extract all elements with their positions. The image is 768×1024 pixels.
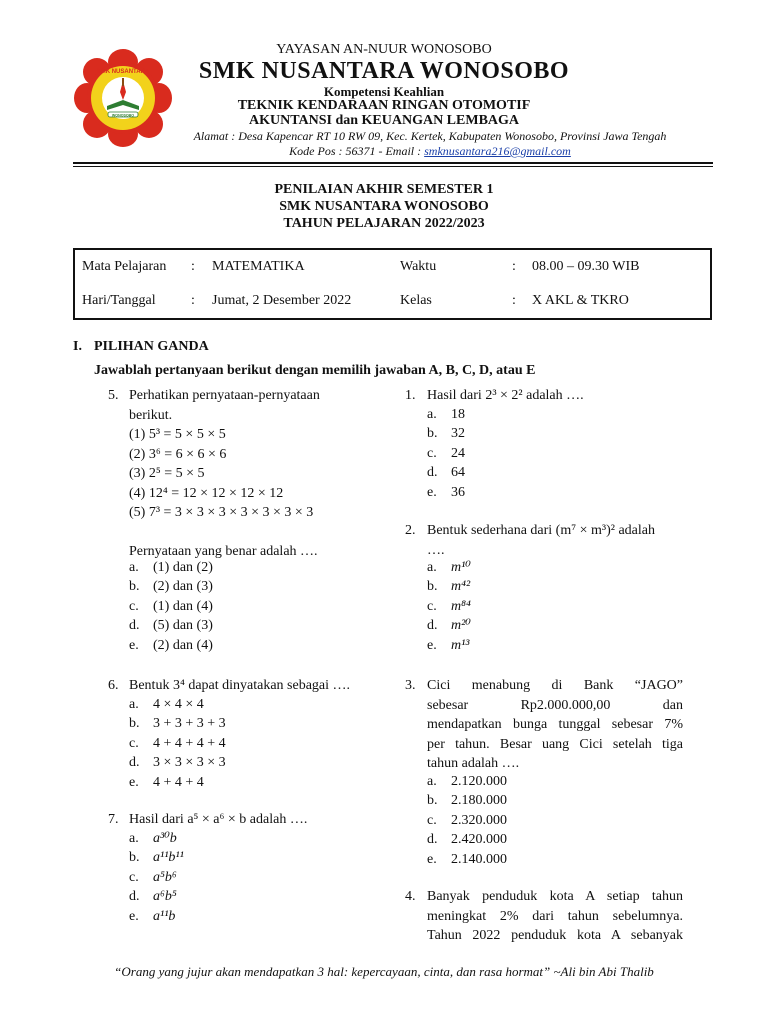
q4-line-1: Banyak penduduk kota A setiap tahun bbox=[427, 889, 683, 904]
q7-option-e[interactable] bbox=[129, 907, 379, 926]
q5-stem-line1: Perhatikan pernyataan-pernyataan bbox=[129, 388, 320, 403]
q3-option-c[interactable] bbox=[427, 811, 677, 830]
option-text: 4 + 4 + 4 + 4 bbox=[153, 735, 226, 751]
q1-option-c[interactable] bbox=[427, 444, 677, 463]
option-letter: a. bbox=[129, 831, 139, 846]
option-letter: d. bbox=[427, 465, 438, 481]
q3-options bbox=[427, 772, 677, 869]
section-instruction: Jawablah pertanyaan berikut dengan memilih jawaban A, B, C, D, atau E bbox=[94, 363, 536, 378]
q1-option-e[interactable] bbox=[427, 483, 677, 502]
option-text: a³⁰b bbox=[153, 831, 177, 846]
q4-line-3: Tahun 2022 penduduk kota A sebanyak bbox=[427, 928, 683, 943]
option-text: 32 bbox=[451, 426, 465, 442]
q5-stem-line2: berikut. bbox=[129, 407, 173, 423]
q1-option-a[interactable] bbox=[427, 405, 677, 424]
q7-stem: Hasil dari a⁵ × a⁶ × b adalah …. bbox=[129, 812, 308, 827]
q2-option-c[interactable] bbox=[427, 597, 677, 616]
q3-option-a[interactable] bbox=[427, 772, 677, 791]
program-1: TEKNIK KENDARAAN RINGAN OTOMOTIF bbox=[237, 98, 531, 113]
q6-option-a[interactable] bbox=[129, 695, 379, 714]
option-text: 2.420.000 bbox=[451, 832, 507, 848]
class-value: X AKL & TKRO bbox=[532, 293, 629, 308]
footer-quote: “Orang yang jujur akan mendapatkan 3 hal: kepercayaan, cinta, dan rasa hormat” ~Ali bin Abi Thalib bbox=[114, 964, 654, 979]
option-letter: e. bbox=[427, 851, 437, 867]
option-letter: d. bbox=[427, 618, 438, 634]
q1-option-b[interactable] bbox=[427, 424, 677, 443]
option-letter: a. bbox=[129, 560, 139, 575]
q2-options bbox=[427, 558, 677, 655]
option-text: 2.140.000 bbox=[451, 851, 507, 867]
q4-line-2: meningkat 2% dari tahun sebelumnya. bbox=[427, 908, 683, 924]
option-letter: c. bbox=[427, 598, 437, 614]
option-text: 3 + 3 + 3 + 3 bbox=[153, 716, 226, 732]
q2-number: 2. bbox=[405, 523, 416, 538]
q3-stem bbox=[427, 676, 683, 774]
option-text: 4 + 4 + 4 bbox=[153, 774, 204, 790]
q2-stem-line1: Bentuk sederhana dari (m⁷ × m³)² adalah bbox=[427, 523, 655, 538]
school-name: SMK NUSANTARA WONOSOBO bbox=[198, 58, 570, 84]
option-text: m²⁰ bbox=[451, 618, 471, 634]
option-text: m¹⁰ bbox=[451, 560, 471, 575]
q7-option-d[interactable] bbox=[129, 887, 379, 906]
q7-option-c[interactable] bbox=[129, 868, 379, 887]
q6-option-b[interactable] bbox=[129, 714, 379, 733]
school-address: Alamat : Desa Kapencar RT 10 RW 09, Kec. Kertek, Kabupaten Wonosobo, Provinsi Jawa Tengah bbox=[193, 129, 667, 143]
option-letter: d. bbox=[129, 618, 140, 634]
q3-option-e[interactable] bbox=[427, 850, 677, 869]
option-letter: d. bbox=[129, 755, 140, 771]
date-label: Hari/Tanggal bbox=[82, 293, 156, 308]
option-text: a¹¹b¹¹ bbox=[153, 850, 184, 866]
q2-option-d[interactable] bbox=[427, 616, 677, 635]
q5-stem bbox=[129, 386, 379, 561]
logo-top-text: SMK NUSANTARA bbox=[96, 69, 150, 75]
colon: : bbox=[512, 293, 516, 308]
competency-label: Kompetensi Keahlian bbox=[323, 84, 445, 99]
q6-stem: Bentuk 3⁴ dapat dinyatakan sebagai …. bbox=[129, 678, 351, 693]
option-letter: b. bbox=[427, 793, 438, 809]
q5-option-e[interactable] bbox=[129, 636, 379, 655]
q7-option-a[interactable] bbox=[129, 829, 379, 848]
subject-value: MATEMATIKA bbox=[212, 259, 305, 274]
q1-option-d[interactable] bbox=[427, 463, 677, 482]
colon: : bbox=[191, 293, 195, 308]
q5-statement-5: (5) 7³ = 3 × 3 × 3 × 3 × 3 × 3 × 3 bbox=[129, 505, 314, 520]
option-text: (2) dan (3) bbox=[153, 579, 213, 595]
option-letter: d. bbox=[129, 889, 140, 905]
q4-stem bbox=[427, 887, 683, 946]
q2-stem-line2: …. bbox=[427, 542, 445, 558]
q5-statement-4: (4) 12⁴ = 12 × 12 × 12 × 12 bbox=[129, 485, 284, 501]
option-text: m¹³ bbox=[451, 637, 470, 653]
date-value: Jumat, 2 Desember 2022 bbox=[212, 293, 352, 308]
q7-number: 7. bbox=[108, 812, 119, 827]
option-text: 2.120.000 bbox=[451, 774, 507, 789]
option-text: (1) dan (4) bbox=[153, 598, 213, 614]
exam-title-1: PENILAIAN AKHIR SEMESTER 1 bbox=[274, 182, 494, 197]
option-letter: e. bbox=[427, 484, 437, 500]
option-text: m⁴² bbox=[451, 579, 471, 595]
q7-option-b[interactable] bbox=[129, 848, 379, 867]
q3-option-d[interactable] bbox=[427, 830, 677, 849]
time-value: 08.00 – 09.30 WIB bbox=[532, 259, 640, 274]
q6-number: 6. bbox=[108, 678, 119, 693]
q3-option-b[interactable] bbox=[427, 791, 677, 810]
q5-option-c[interactable] bbox=[129, 597, 379, 616]
q3-line-5: tahun adalah …. bbox=[427, 756, 520, 771]
q2-option-e[interactable] bbox=[427, 636, 677, 655]
q1-number: 1. bbox=[405, 388, 416, 403]
q5-ask: Pernyataan yang benar adalah …. bbox=[129, 543, 318, 559]
option-letter: b. bbox=[129, 579, 140, 595]
option-letter: e. bbox=[427, 637, 437, 653]
option-text: 3 × 3 × 3 × 3 bbox=[153, 755, 226, 771]
header-rule-thin bbox=[73, 166, 713, 167]
option-letter: c. bbox=[427, 812, 437, 828]
q6-options bbox=[129, 695, 379, 792]
program-2: AKUNTANSI dan KEUANGAN LEMBAGA bbox=[248, 113, 520, 128]
option-text: (1) dan (2) bbox=[153, 560, 213, 575]
option-letter: e. bbox=[129, 637, 139, 653]
option-letter: c. bbox=[129, 598, 139, 614]
q5-statement-3: (3) 2⁵ = 5 × 5 bbox=[129, 466, 205, 481]
option-text: (2) dan (4) bbox=[153, 637, 213, 653]
q4-number: 4. bbox=[405, 889, 416, 904]
option-letter: a. bbox=[427, 407, 437, 422]
option-letter: b. bbox=[129, 716, 140, 732]
option-letter: c. bbox=[427, 445, 437, 461]
option-text: (5) dan (3) bbox=[153, 618, 213, 634]
q1-options bbox=[427, 405, 677, 502]
q3-line-4: per tahun. Besar uang Cici setelah tiga bbox=[427, 736, 683, 752]
option-letter: a. bbox=[129, 697, 139, 712]
q1-stem: Hasil dari 2³ × 2² adalah …. bbox=[427, 388, 584, 403]
option-text: a⁶b⁵ bbox=[153, 889, 177, 905]
option-text: 18 bbox=[451, 407, 465, 422]
option-text: 4 × 4 × 4 bbox=[153, 697, 204, 712]
colon: : bbox=[512, 259, 516, 274]
q5-number: 5. bbox=[108, 388, 119, 403]
foundation-name: YAYASAN AN-NUUR WONOSOBO bbox=[276, 42, 492, 57]
option-letter: c. bbox=[129, 735, 139, 751]
q5-option-a[interactable] bbox=[129, 558, 379, 577]
school-contact bbox=[170, 144, 690, 159]
option-letter: b. bbox=[427, 579, 438, 595]
q2-option-a[interactable] bbox=[427, 558, 677, 577]
q3-line-2: sebesar Rp2.000.000,00 dan bbox=[427, 697, 683, 713]
exam-title-2: SMK NUSANTARA WONOSOBO bbox=[279, 199, 489, 214]
q3-line-1: Cici menabung di Bank “JAGO” bbox=[427, 678, 683, 693]
header-rule-thick bbox=[73, 162, 713, 164]
exam-title-3: TAHUN PELAJARAN 2022/2023 bbox=[283, 216, 485, 231]
option-text: 2.320.000 bbox=[451, 812, 507, 828]
q6-option-d[interactable] bbox=[129, 753, 379, 772]
option-letter: a. bbox=[427, 774, 437, 789]
option-letter: e. bbox=[129, 774, 139, 790]
option-letter: d. bbox=[427, 832, 438, 848]
q5-option-b[interactable] bbox=[129, 577, 379, 596]
postal-code: Kode Pos : 56371 - Email : bbox=[289, 144, 425, 158]
option-letter: e. bbox=[129, 908, 139, 924]
option-text: 36 bbox=[451, 484, 465, 500]
q3-number: 3. bbox=[405, 678, 416, 693]
option-text: a⁵b⁶ bbox=[153, 869, 177, 885]
option-letter: b. bbox=[129, 850, 140, 866]
option-text: 2.180.000 bbox=[451, 793, 507, 809]
colon: : bbox=[191, 259, 195, 274]
q2-option-b[interactable] bbox=[427, 577, 677, 596]
option-letter: c. bbox=[129, 869, 139, 885]
class-label: Kelas bbox=[400, 293, 432, 308]
email-link[interactable]: smknusantara216@gmail.com bbox=[424, 144, 571, 158]
q5-statement-2: (2) 3⁶ = 6 × 6 × 6 bbox=[129, 446, 227, 462]
q5-option-d[interactable] bbox=[129, 616, 379, 635]
option-text: m⁸⁴ bbox=[451, 598, 471, 614]
q3-line-3: mendapatkan bunga tunggal sebesar 7% bbox=[427, 717, 683, 732]
option-letter: b. bbox=[427, 426, 438, 442]
time-label: Waktu bbox=[400, 259, 437, 274]
option-letter: a. bbox=[427, 560, 437, 575]
logo-bottom-text: WONOSOBO bbox=[111, 113, 135, 118]
q5-statement-1: (1) 5³ = 5 × 5 × 5 bbox=[129, 427, 226, 442]
option-text: 24 bbox=[451, 445, 465, 461]
subject-label: Mata Pelajaran bbox=[82, 259, 167, 274]
option-text: 64 bbox=[451, 465, 465, 481]
option-text: a¹¹b bbox=[153, 908, 176, 924]
q6-option-c[interactable] bbox=[129, 734, 379, 753]
q7-options bbox=[129, 829, 379, 926]
q2-stem bbox=[427, 521, 697, 560]
q5-options bbox=[129, 558, 379, 655]
section-title: PILIHAN GANDA bbox=[94, 339, 209, 354]
q6-option-e[interactable] bbox=[129, 773, 379, 792]
section-number: I. bbox=[73, 339, 82, 354]
